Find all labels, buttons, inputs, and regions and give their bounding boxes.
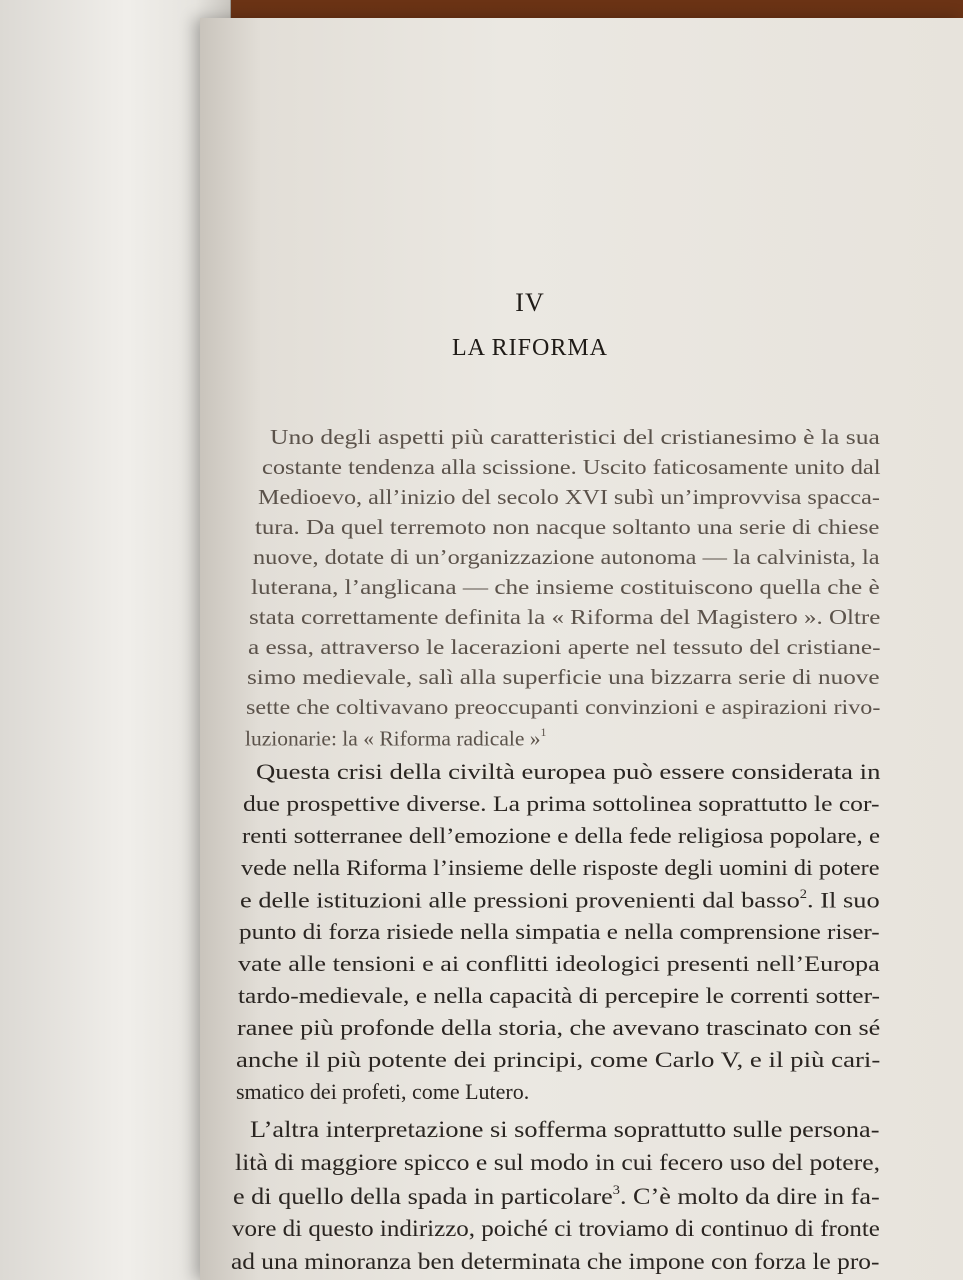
text-line: lità di maggiore spicco e sul modo in cui fecero uso del potere,: [235, 1150, 881, 1175]
text-line: punto di forza risiede nella simpatia e nella comprensione riser-: [239, 919, 880, 944]
text-line: Uno degli aspetti più caratteristici del cristianesimo è la sua: [270, 425, 880, 449]
text-line: [245, 725, 546, 751]
text-line-content: e delle istituzioni alle pressioni provenienti dal basso: [240, 887, 800, 913]
text-line: tura. Da quel terremoto non nacque soltanto una serie di chiese: [255, 515, 880, 539]
text-line: [233, 1183, 880, 1210]
text-line: Medioevo, all’inizio del secolo XVI subì un’improvvisa spacca-: [258, 485, 880, 509]
left-blank-page: [0, 0, 231, 1280]
text-line: vore di questo indirizzo, poiché ci troviamo di continuo di fronte: [232, 1216, 880, 1241]
text-line: L’altra interpretazione si sofferma soprattutto sulle persona-: [250, 1117, 880, 1142]
text-line-content: e di quello della spada in particolare: [233, 1184, 613, 1210]
text-line: renti sotterranee dell’emozione e della fede religiosa popolare, e: [242, 823, 881, 848]
text-line: stata correttamente definita la « Riforma del Magistero ». Oltre: [249, 605, 881, 629]
footnote-marker-3: 3: [612, 1183, 620, 1197]
text-line: vate alle tensioni e ai conflitti ideologici presenti nell’Europa: [238, 951, 880, 976]
text-line: costante tendenza alla scissione. Uscito faticosamente unito dal: [262, 455, 881, 479]
text-line: smatico dei profeti, come Lutero.: [236, 1079, 530, 1104]
text-line: Questa crisi della civiltà europea può essere considerata in: [256, 759, 881, 784]
text-line: vede nella Riforma l’insieme delle risposte degli uomini di potere: [241, 855, 880, 880]
text-line: due prospettive diverse. La prima sottolinea soprattutto le cor-: [243, 791, 880, 816]
text-line: nuove, dotate di un’organizzazione autonoma — la calvinista, la: [253, 545, 880, 569]
text-line-continuation: . Il suo: [807, 887, 880, 913]
text-line-continuation: . C’è molto da dire in fa-: [619, 1184, 880, 1210]
text-line: tardo-medievale, e nella capacità di percepire le correnti sotter-: [238, 983, 880, 1008]
chapter-number: IV: [515, 288, 545, 317]
footnote-marker-2: 2: [799, 887, 808, 901]
text-line-content: luzionarie: la « Riforma radicale »: [245, 726, 541, 751]
text-line: luterana, l’anglicana — che insieme costituiscono quella che è: [251, 575, 880, 599]
text-line: sette che coltivavano preoccupanti convinzioni e aspirazioni rivo-: [246, 695, 881, 719]
text-line: a essa, attraverso le lacerazioni aperte nel tessuto del cristiane-: [248, 635, 881, 659]
text-line: ad una minoranza ben determinata che impone con forza le pro-: [231, 1249, 880, 1274]
chapter-title: LA RIFORMA: [451, 335, 609, 361]
text-line: ranee più profonde della storia, che avevano trascinato con sé: [237, 1015, 881, 1040]
footnote-marker-1: 1: [540, 725, 547, 739]
text-line: simo medievale, salì alla superficie una bizzarra serie di nuove: [247, 665, 880, 689]
text-line: [240, 887, 880, 914]
text-line: anche il più potente dei principi, come Carlo V, e il più cari-: [236, 1047, 881, 1072]
